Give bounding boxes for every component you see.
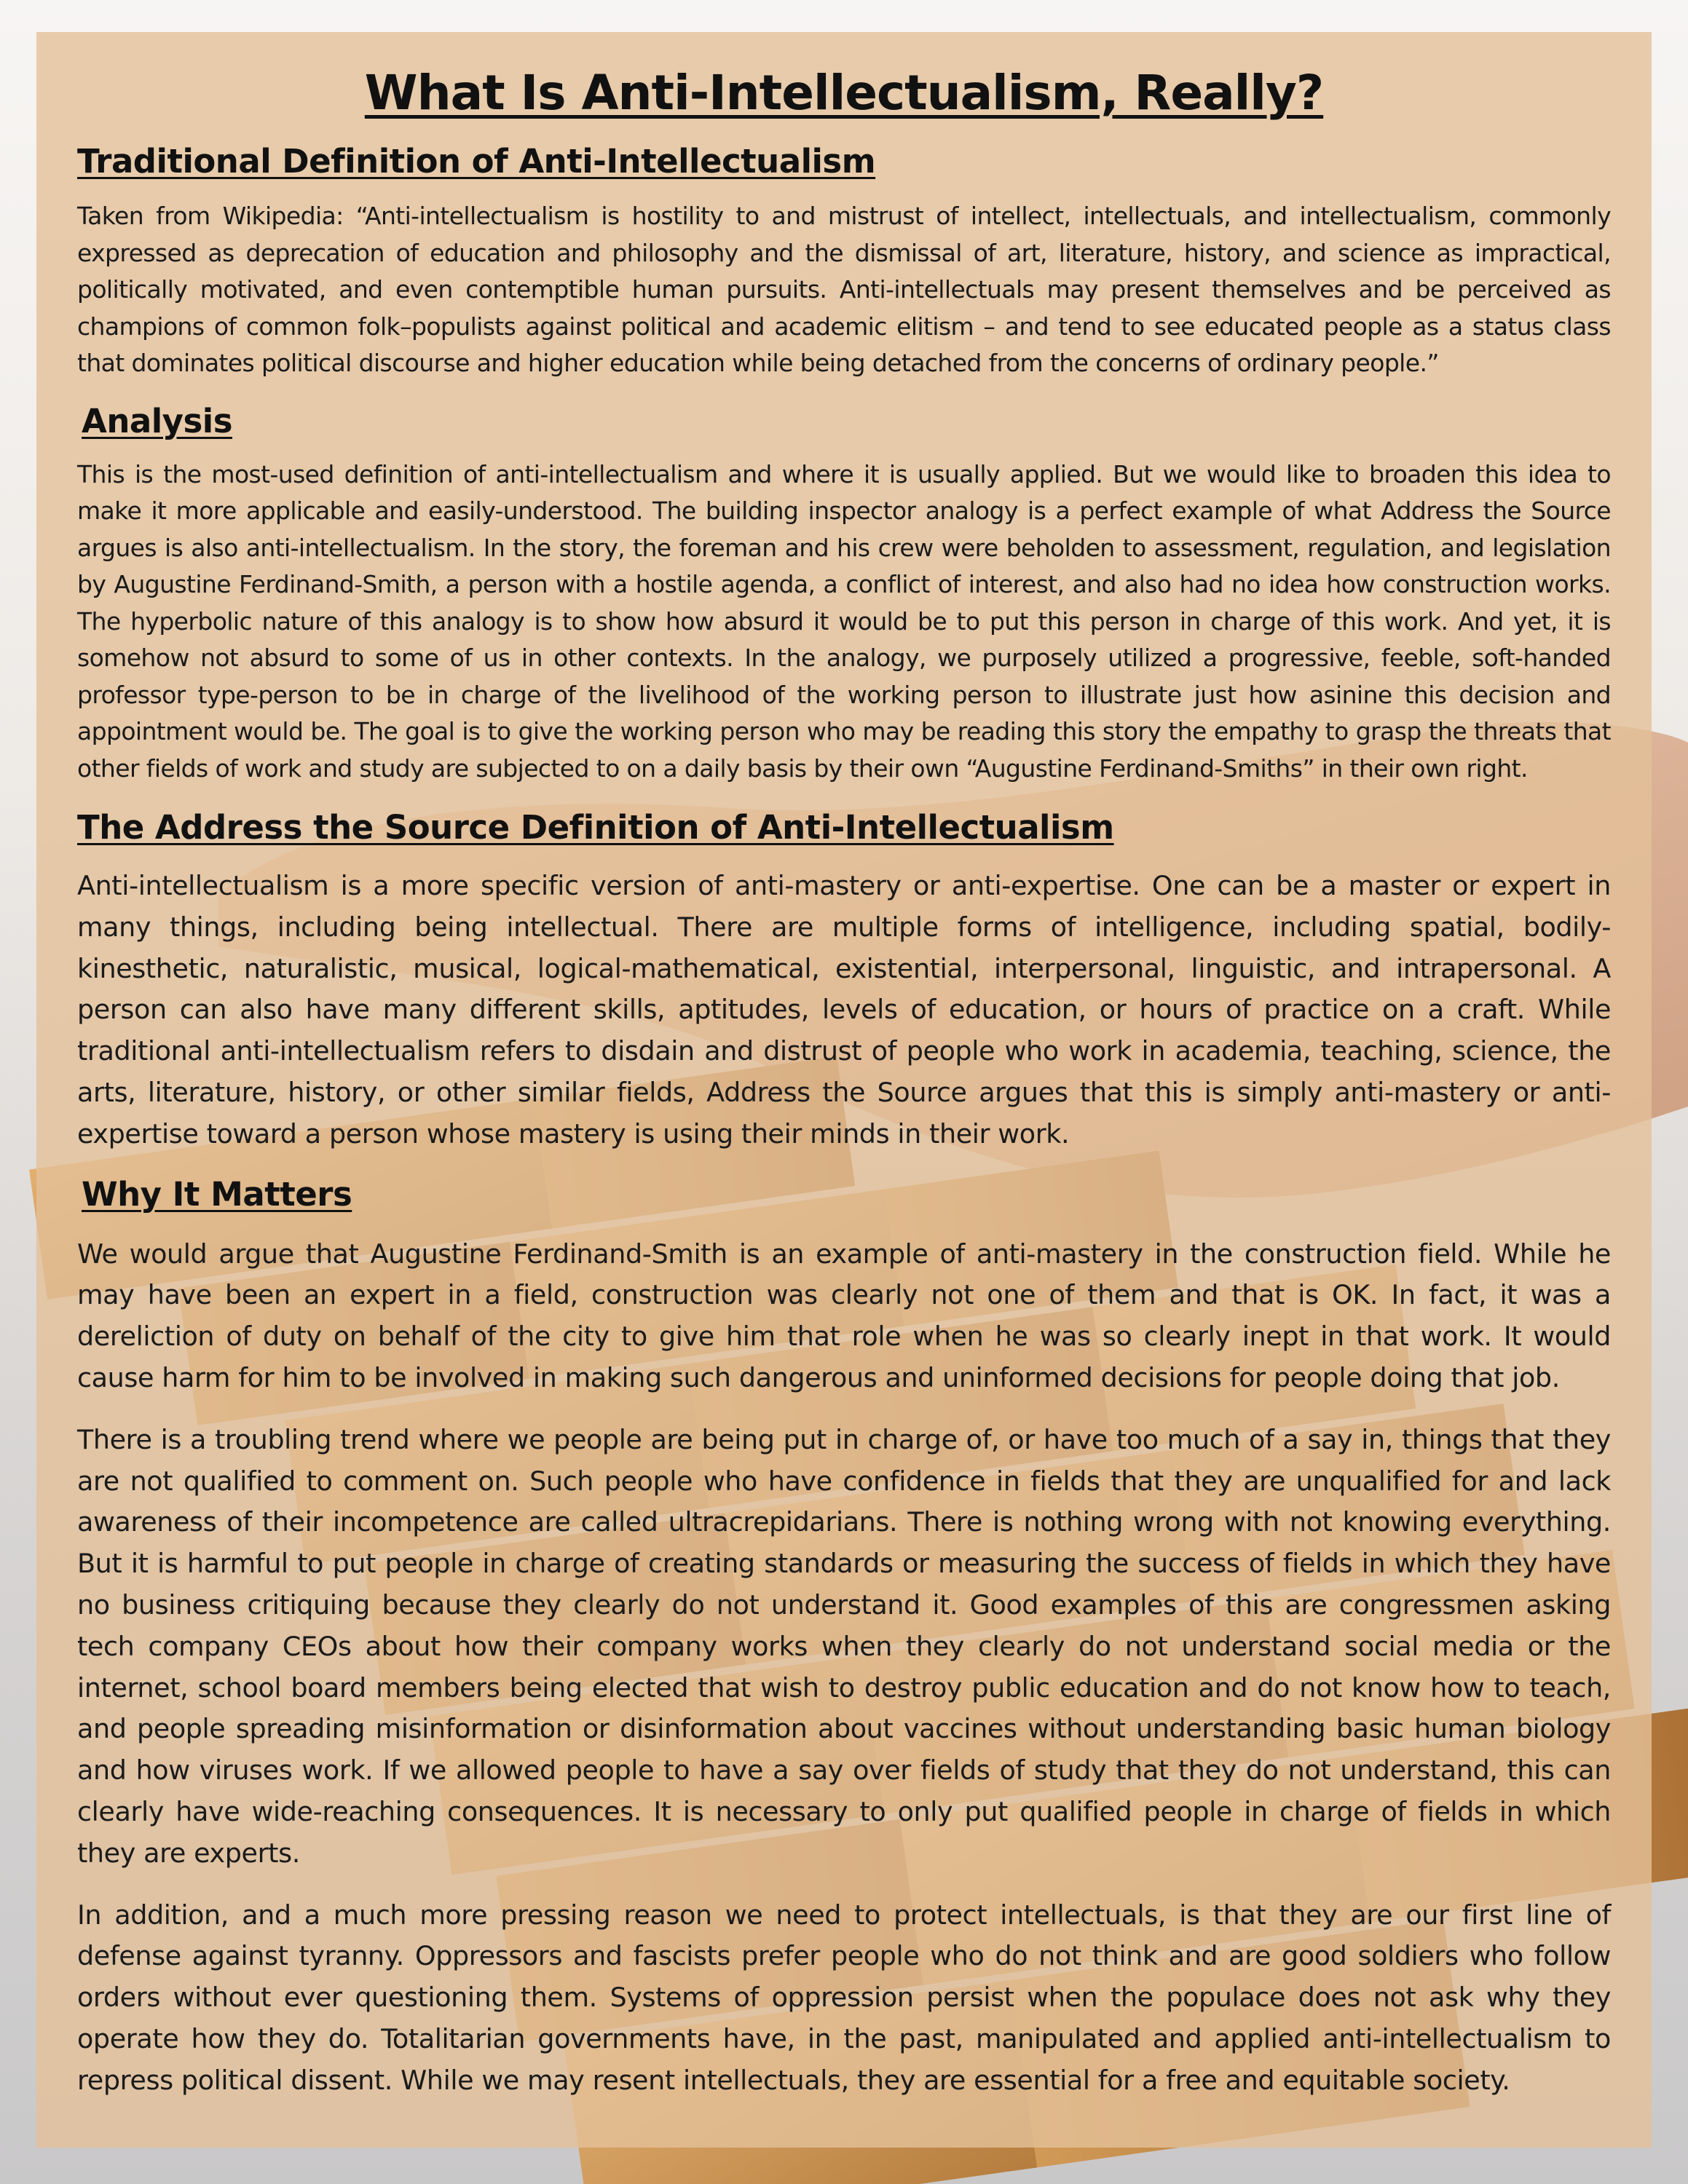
section-heading-address-the-source-definition: The Address the Source Definition of Anti-Intellectualism (77, 808, 1114, 847)
paragraph-address-the-source-definition: Anti-intellectualism is a more specific version of anti-mastery or anti-expertise. One can be a master or expert in many things, including being intellectual. There are multiple forms of intelligence, including spatial, bodily-kinesthetic, naturalistic, musical, logical-mathematical, existential, interpersonal, linguistic, and intrapersonal. A person can also have many different skills, aptitudes, levels of education, or hours of practice on a craft. While traditional anti-intellectualism refers to disdain and distrust of people who work in academia, teaching, science, the arts, literature, history, or other similar fields, Address the Source argues that this is simply anti-mastery or anti-expertise toward a person whose mastery is using their minds in their work. (77, 870, 1611, 1150)
paragraph-why-it-matters-2: There is a troubling trend where we people are being put in charge of, or have too much of a say in, things that they are not qualified to comment on. Such people who have confidence in fields that they are unqualified for and lack awareness of their incompetence are called ultracrepidarians. There is nothing wrong with not knowing everything. But it is harmful to put people in charge of creating standards or measuring the success of fields in which they have no business critiquing because they clearly do not understand it. Good examples of this are congressmen asking tech company CEOs about how their company works when they clearly do not understand social media or the internet, school board members being elected that wish to destroy public education and do not know how to teach, and people spreading misinformation or disinformation about vaccines without understanding basic human biology and how viruses work. If we allowed people to have a say over fields of study that they do not understand, this can clearly have wide-reaching consequences. It is necessary to only put qualified people in charge of fields in which they are experts. (77, 1423, 1611, 1869)
section-heading-why-it-matters: Why It Matters (82, 1174, 352, 1214)
section-heading-traditional-definition: Traditional Definition of Anti-Intellectualism (77, 142, 876, 181)
page-title: What Is Anti-Intellectualism, Really? (364, 65, 1324, 121)
paragraph-traditional-definition: Taken from Wikipedia: “Anti-intellectualism is hostility to and mistrust of intellect, intellectuals, and intellectualism, commonly expressed as deprecation of education and philosophy and the dismissal of art, literature, history, and science as impractical, politically motivated, and even contemptible human pursuits. Anti-intellectuals may present themselves and be perceived as champions of common folk–populists against political and academic elitism – and tend to see educated people as a status class that dominates political discourse and higher education while being detached from the concerns of ordinary people.” (77, 202, 1611, 377)
paragraph-analysis: This is the most-used definition of anti-intellectualism and where it is usually applied. But we would like to broaden this idea to make it more applicable and easily-understood. The building inspector analogy is a perfect example of what Address the Source argues is also anti-intellectualism. In the story, the foreman and his crew were beholden to assessment, regulation, and legislation by Augustine Ferdinand-Smith, a person with a hostile agenda, a conflict of interest, and also had no idea how construction works. The hyperbolic nature of this analogy is to show how absurd it would be to put this person in charge of this work. And yet, it is somehow not absurd to some of us in other contexts. In the analogy, we purposely utilized a progressive, feeble, soft-handed professor type-person to be in charge of the livelihood of the working person to illustrate just how asinine this decision and appointment would be. The goal is to give the working person who may be reading this story the empathy to grasp the threats that other fields of work and study are subjected to on a daily basis by their own “Augustine Ferdinand-Smiths” in their own right. (77, 459, 1611, 783)
paragraph-why-it-matters-1: We would argue that Augustine Ferdinand-Smith is an example of anti-mastery in the construction field. While he may have been an expert in a field, construction was clearly not one of them and that is OK. In fact, it was a dereliction of duty on behalf of the city to give him that role when he was so clearly inept in that work. It would cause harm for him to be involved in making such dangerous and uninformed decisions for people doing that job. (77, 1238, 1611, 1393)
content-panel (36, 32, 1652, 2148)
section-heading-analysis: Analysis (82, 401, 232, 440)
paragraph-why-it-matters-3: In addition, and a much more pressing reason we need to protect intellectuals, is that they are our first line of defense against tyranny. Oppressors and fascists prefer people who do not think and are good soldiers who follow orders without ever questioning them. Systems of oppression persist when the populace does not ask why they operate how they do. Totalitarian governments have, in the past, manipulated and applied anti-intellectualism to repress political dissent. While we may resent intellectuals, they are essential for a free and equitable society. (77, 1899, 1611, 2096)
